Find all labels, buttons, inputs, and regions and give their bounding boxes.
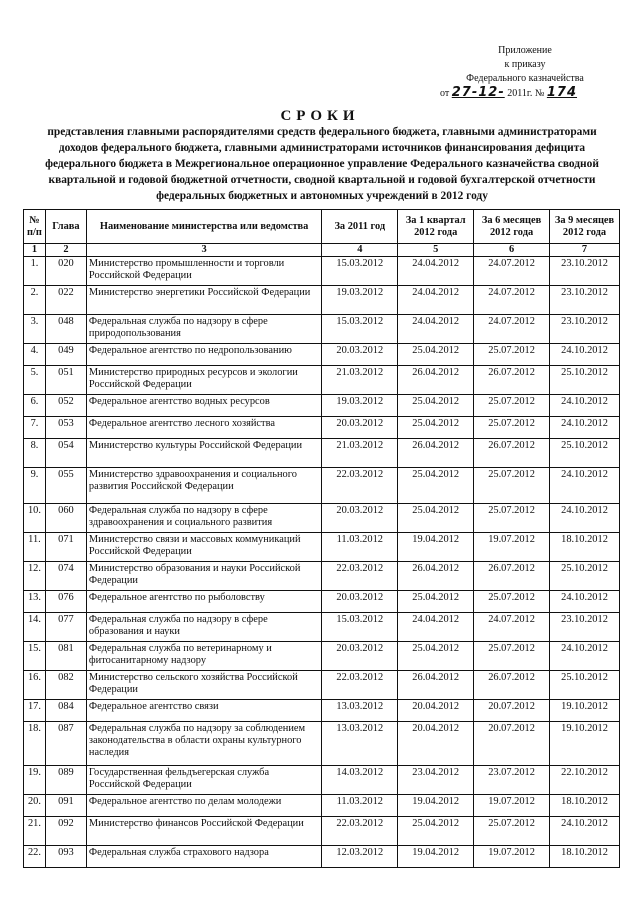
order-prefix: от: [440, 88, 450, 99]
cell-m9: 24.10.2012: [550, 417, 620, 439]
cell-m6: 24.07.2012: [474, 613, 550, 642]
table-row: [24, 366, 620, 395]
cell-y2011: 11.03.2012: [322, 795, 398, 817]
table-row: [24, 846, 620, 868]
cell-q1: 20.04.2012: [398, 722, 474, 766]
column-index: 4: [322, 244, 398, 257]
table-row: [24, 671, 620, 700]
document-title: СРОКИ: [280, 108, 360, 124]
appendix-line-1: Приложение: [498, 45, 552, 56]
cell-n: 12.: [24, 562, 46, 591]
handwritten-number: 174: [546, 85, 578, 100]
cell-m9: 18.10.2012: [550, 795, 620, 817]
cell-m9: 19.10.2012: [550, 700, 620, 722]
table-row: [24, 468, 620, 504]
cell-name: Государственная фельдъегерская служба Российской Федерации: [86, 766, 321, 795]
cell-m9: 24.10.2012: [550, 817, 620, 846]
table-row: [24, 562, 620, 591]
column-index: 1: [24, 244, 46, 257]
cell-y2011: 19.03.2012: [322, 395, 398, 417]
column-index: 6: [474, 244, 550, 257]
cell-y2011: 21.03.2012: [322, 439, 398, 468]
cell-n: 17.: [24, 700, 46, 722]
cell-q1: 25.04.2012: [398, 591, 474, 613]
cell-ch: 074: [45, 562, 86, 591]
table-row: [24, 344, 620, 366]
cell-m6: 20.07.2012: [474, 700, 550, 722]
column-index: 7: [550, 244, 620, 257]
cell-y2011: 15.03.2012: [322, 315, 398, 344]
header-num: № п/п: [24, 210, 46, 244]
cell-m6: 26.07.2012: [474, 439, 550, 468]
table-header-row: [24, 210, 620, 244]
cell-y2011: 15.03.2012: [322, 257, 398, 286]
cell-m9: 24.10.2012: [550, 642, 620, 671]
cell-n: 2.: [24, 286, 46, 315]
cell-m6: 25.07.2012: [474, 344, 550, 366]
cell-m9: 23.10.2012: [550, 257, 620, 286]
cell-n: 9.: [24, 468, 46, 504]
cell-m9: 24.10.2012: [550, 344, 620, 366]
cell-ch: 091: [45, 795, 86, 817]
cell-m6: 24.07.2012: [474, 286, 550, 315]
cell-name: Федеральное агентство по делам молодежи: [86, 795, 321, 817]
cell-name: Министерство культуры Российской Федерации: [86, 439, 321, 468]
table-row: [24, 315, 620, 344]
cell-q1: 19.04.2012: [398, 846, 474, 868]
header-2011: За 2011 год: [322, 210, 398, 244]
table-row: [24, 817, 620, 846]
cell-n: 15.: [24, 642, 46, 671]
cell-m6: 25.07.2012: [474, 642, 550, 671]
table-row: [24, 533, 620, 562]
order-year: 2011г. №: [507, 88, 545, 99]
cell-m6: 26.07.2012: [474, 366, 550, 395]
cell-y2011: 12.03.2012: [322, 846, 398, 868]
cell-ch: 081: [45, 642, 86, 671]
cell-n: 11.: [24, 533, 46, 562]
cell-q1: 25.04.2012: [398, 395, 474, 417]
table-row: [24, 766, 620, 795]
cell-q1: 25.04.2012: [398, 504, 474, 533]
cell-name: Министерство промышленности и торговли Российской Федерации: [86, 257, 321, 286]
cell-m9: 23.10.2012: [550, 613, 620, 642]
table-row: [24, 613, 620, 642]
cell-ch: 071: [45, 533, 86, 562]
cell-m6: 19.07.2012: [474, 533, 550, 562]
cell-m6: 25.07.2012: [474, 395, 550, 417]
cell-m9: 19.10.2012: [550, 722, 620, 766]
table-row: [24, 395, 620, 417]
cell-y2011: 11.03.2012: [322, 533, 398, 562]
table-row: [24, 591, 620, 613]
order-date-line: [440, 86, 610, 101]
appendix-line-2: к приказу: [504, 59, 546, 70]
deadlines-table: [23, 209, 620, 868]
cell-ch: 060: [45, 504, 86, 533]
cell-ch: 048: [45, 315, 86, 344]
cell-n: 7.: [24, 417, 46, 439]
cell-q1: 19.04.2012: [398, 533, 474, 562]
document-subtitle: [22, 124, 622, 204]
cell-m9: 25.10.2012: [550, 366, 620, 395]
cell-n: 20.: [24, 795, 46, 817]
cell-q1: 26.04.2012: [398, 366, 474, 395]
header-name: Наименование министерства или ведомства: [86, 210, 321, 244]
column-index: 3: [86, 244, 321, 257]
cell-y2011: 19.03.2012: [322, 286, 398, 315]
cell-name: Федеральная служба по надзору в сфере здравоохранения и социального развития: [86, 504, 321, 533]
cell-q1: 24.04.2012: [398, 315, 474, 344]
cell-n: 4.: [24, 344, 46, 366]
cell-m6: 24.07.2012: [474, 257, 550, 286]
cell-ch: 053: [45, 417, 86, 439]
table-row: [24, 700, 620, 722]
cell-n: 14.: [24, 613, 46, 642]
header-chapter: Глава: [45, 210, 86, 244]
cell-n: 6.: [24, 395, 46, 417]
cell-n: 13.: [24, 591, 46, 613]
cell-ch: 082: [45, 671, 86, 700]
cell-ch: 052: [45, 395, 86, 417]
cell-ch: 084: [45, 700, 86, 722]
cell-m9: 22.10.2012: [550, 766, 620, 795]
cell-q1: 26.04.2012: [398, 439, 474, 468]
cell-name: Федеральное агентство лесного хозяйства: [86, 417, 321, 439]
cell-name: Федеральное агентство водных ресурсов: [86, 395, 321, 417]
cell-ch: 051: [45, 366, 86, 395]
cell-m6: 25.07.2012: [474, 817, 550, 846]
cell-name: Министерство природных ресурсов и экологии Российской Федерации: [86, 366, 321, 395]
cell-y2011: 20.03.2012: [322, 417, 398, 439]
cell-q1: 26.04.2012: [398, 562, 474, 591]
cell-m9: 18.10.2012: [550, 533, 620, 562]
cell-y2011: 20.03.2012: [322, 591, 398, 613]
cell-name: Федеральное агентство связи: [86, 700, 321, 722]
cell-ch: 022: [45, 286, 86, 315]
table-row: [24, 257, 620, 286]
cell-n: 8.: [24, 439, 46, 468]
cell-n: 22.: [24, 846, 46, 868]
cell-n: 18.: [24, 722, 46, 766]
cell-m6: 25.07.2012: [474, 591, 550, 613]
cell-m6: 25.07.2012: [474, 468, 550, 504]
cell-ch: 077: [45, 613, 86, 642]
cell-m9: 25.10.2012: [550, 439, 620, 468]
subtitle-line: федерального бюджета в Межрегиональное операционное управление Федерального казначейства сводной: [45, 158, 599, 170]
cell-ch: 092: [45, 817, 86, 846]
cell-name: Федеральное агентство по рыболовству: [86, 591, 321, 613]
appendix-line-3: Федерального казначейства: [466, 73, 584, 84]
table-row: [24, 286, 620, 315]
table-row: [24, 439, 620, 468]
cell-y2011: 15.03.2012: [322, 613, 398, 642]
cell-ch: 055: [45, 468, 86, 504]
cell-name: Федеральная служба по надзору в сфере образования и науки: [86, 613, 321, 642]
table-row: [24, 417, 620, 439]
cell-name: Федеральная служба по надзору за соблюдением законодательства в области охраны культурного наследия: [86, 722, 321, 766]
cell-ch: 093: [45, 846, 86, 868]
cell-y2011: 14.03.2012: [322, 766, 398, 795]
cell-ch: 020: [45, 257, 86, 286]
cell-m9: 23.10.2012: [550, 286, 620, 315]
cell-q1: 25.04.2012: [398, 468, 474, 504]
cell-y2011: 22.03.2012: [322, 671, 398, 700]
cell-y2011: 22.03.2012: [322, 562, 398, 591]
table-row: [24, 722, 620, 766]
cell-name: Министерство энергетики Российской Федерации: [86, 286, 321, 315]
cell-m9: 25.10.2012: [550, 562, 620, 591]
cell-q1: 25.04.2012: [398, 817, 474, 846]
cell-m9: 23.10.2012: [550, 315, 620, 344]
cell-name: Министерство сельского хозяйства Российской Федерации: [86, 671, 321, 700]
subtitle-line: доходов федерального бюджета, главными администраторами источников финансирования дефицита: [58, 142, 586, 154]
cell-n: 21.: [24, 817, 46, 846]
table-body: [24, 257, 620, 868]
cell-name: Министерство связи и массовых коммуникаций Российской Федерации: [86, 533, 321, 562]
cell-name: Федеральная служба по надзору в сфере природопользования: [86, 315, 321, 344]
cell-m6: 19.07.2012: [474, 795, 550, 817]
cell-ch: 076: [45, 591, 86, 613]
cell-name: Министерство образования и науки Российской Федерации: [86, 562, 321, 591]
table-row: [24, 642, 620, 671]
cell-n: 19.: [24, 766, 46, 795]
cell-q1: 26.04.2012: [398, 671, 474, 700]
cell-y2011: 22.03.2012: [322, 817, 398, 846]
cell-n: 1.: [24, 257, 46, 286]
cell-y2011: 22.03.2012: [322, 468, 398, 504]
cell-name: Министерство здравоохранения и социального развития Российской Федерации: [86, 468, 321, 504]
cell-n: 10.: [24, 504, 46, 533]
column-index-row: [24, 244, 620, 257]
cell-m6: 25.07.2012: [474, 504, 550, 533]
subtitle-line: представления главными распорядителями средств федерального бюджета, главными администраторами: [47, 126, 597, 138]
cell-y2011: 13.03.2012: [322, 700, 398, 722]
cell-q1: 19.04.2012: [398, 795, 474, 817]
cell-y2011: 20.03.2012: [322, 642, 398, 671]
cell-name: Министерство финансов Российской Федерации: [86, 817, 321, 846]
subtitle-line: квартальной и годовой бюджетной отчетности, сводной квартальной и годовой бухгалтерской отчетности: [48, 174, 596, 186]
cell-q1: 24.04.2012: [398, 613, 474, 642]
cell-name: Федеральная служба по ветеринарному и фитосанитарному надзору: [86, 642, 321, 671]
cell-n: 3.: [24, 315, 46, 344]
cell-n: 16.: [24, 671, 46, 700]
cell-ch: 087: [45, 722, 86, 766]
cell-m6: 26.07.2012: [474, 671, 550, 700]
cell-m9: 24.10.2012: [550, 504, 620, 533]
appendix-block: [440, 44, 610, 101]
cell-y2011: 13.03.2012: [322, 722, 398, 766]
cell-name: Федеральная служба страхового надзора: [86, 846, 321, 868]
cell-m6: 24.07.2012: [474, 315, 550, 344]
cell-m6: 23.07.2012: [474, 766, 550, 795]
cell-y2011: 21.03.2012: [322, 366, 398, 395]
cell-m6: 20.07.2012: [474, 722, 550, 766]
cell-q1: 25.04.2012: [398, 417, 474, 439]
cell-q1: 24.04.2012: [398, 257, 474, 286]
header-6m: За 6 месяцев 2012 года: [474, 210, 550, 244]
cell-n: 5.: [24, 366, 46, 395]
subtitle-line: федеральных бюджетных и автономных учреждений в 2012 году: [156, 190, 488, 202]
cell-m9: 24.10.2012: [550, 591, 620, 613]
cell-q1: 25.04.2012: [398, 344, 474, 366]
table-row: [24, 795, 620, 817]
cell-m9: 25.10.2012: [550, 671, 620, 700]
cell-q1: 25.04.2012: [398, 642, 474, 671]
cell-m9: 18.10.2012: [550, 846, 620, 868]
header-q1: За 1 квартал 2012 года: [398, 210, 474, 244]
cell-m9: 24.10.2012: [550, 468, 620, 504]
cell-q1: 23.04.2012: [398, 766, 474, 795]
cell-m6: 26.07.2012: [474, 562, 550, 591]
cell-m9: 24.10.2012: [550, 395, 620, 417]
table-row: [24, 504, 620, 533]
cell-q1: 24.04.2012: [398, 286, 474, 315]
column-index: 5: [398, 244, 474, 257]
cell-m6: 19.07.2012: [474, 846, 550, 868]
cell-y2011: 20.03.2012: [322, 344, 398, 366]
cell-ch: 049: [45, 344, 86, 366]
cell-q1: 20.04.2012: [398, 700, 474, 722]
cell-ch: 089: [45, 766, 86, 795]
cell-name: Федеральное агентство по недропользованию: [86, 344, 321, 366]
cell-m6: 25.07.2012: [474, 417, 550, 439]
column-index: 2: [45, 244, 86, 257]
cell-ch: 054: [45, 439, 86, 468]
handwritten-date: 27-12-: [451, 85, 505, 100]
header-9m: За 9 месяцев 2012 года: [550, 210, 620, 244]
cell-y2011: 20.03.2012: [322, 504, 398, 533]
